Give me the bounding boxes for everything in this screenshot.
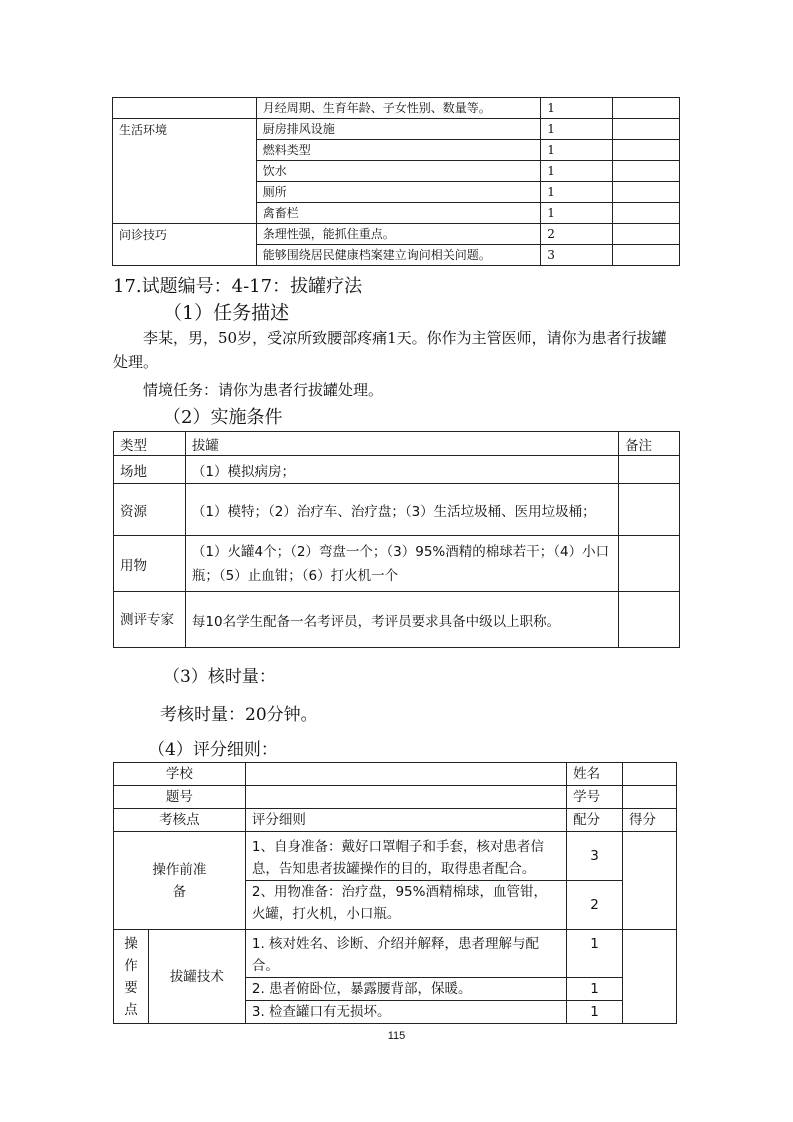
prep-item-2: 2、用物准备：治疗盘，95%酒精棉球，血管钳，火罐，打火机，小口瓶。 [245,881,566,930]
score-cell: 1 [541,203,613,224]
got-cell [613,161,680,182]
table-row [114,456,680,484]
type-cell: 测评专家 [114,592,186,648]
item-cell: 条理性强，能抓住重点。 [256,224,540,245]
scoring-heading: （4）评分细则： [148,740,278,760]
name-value [623,763,677,786]
item-cell: 能够围绕居民健康档案建立询问相关问题。 [256,245,540,266]
note-cell [619,456,680,484]
school-value [245,763,566,786]
score-cell: 1 [541,161,613,182]
got-cell [613,182,680,203]
table-row [114,592,680,648]
header-type: 类型 [114,432,186,456]
score-cell: 1 [541,140,613,161]
category-cell [113,98,257,119]
ops-score-1: 1 [567,930,623,978]
category-cell: 生活环境 [113,119,257,224]
table-row [114,930,677,978]
page-number: 115 [387,1030,406,1042]
table-row [113,119,680,140]
got-cell [613,224,680,245]
got-label: 得分 [623,809,677,832]
item-cell: 燃料类型 [256,140,540,161]
ops-item-1: 1. 核对姓名、诊断、介绍并解释，患者理解与配合。 [245,930,566,978]
note-cell [619,484,680,536]
score-label: 配分 [567,809,623,832]
name-label: 姓名 [567,763,623,786]
type-cell: 用物 [114,536,186,592]
table-row [114,763,677,786]
item-cell: 厕所 [256,182,540,203]
prep-label: 操作前准备 [114,832,246,930]
table-row [114,484,680,536]
question-title: 17.试题编号：4-17：拔罐疗法 [113,276,363,297]
table-row [114,432,680,456]
content-cell: （1）模拟病房； [185,456,618,484]
table-row [114,832,677,881]
prep-score-1: 3 [567,832,623,881]
got-cell [613,245,680,266]
student-id-value [623,786,677,809]
item-cell: 饮水 [256,161,540,182]
header-content: 拔罐 [185,432,618,456]
table-row [113,224,680,245]
score-cell: 1 [541,98,613,119]
score-cell: 1 [541,182,613,203]
item-cell: 禽畜栏 [256,203,540,224]
history-scoring-table [112,97,680,266]
point-label: 考核点 [114,809,246,832]
task-scenario: 情境任务：请你为患者行拔罐处理。 [143,381,384,399]
item-cell: 厨房排风设施 [256,119,540,140]
table-row [114,536,680,592]
got-cell [623,930,677,1024]
table-row [113,98,680,119]
got-cell [613,98,680,119]
ops-item-2: 2. 患者俯卧位，暴露腰背部，保暖。 [245,978,566,1001]
ops-label: 操作要点 [114,930,149,1024]
ops-item-3: 3. 检查罐口有无损坏。 [245,1001,566,1024]
task-heading: （1）任务描述 [163,302,290,324]
note-cell [619,592,680,648]
score-cell: 2 [541,224,613,245]
header-note: 备注 [619,432,680,456]
detail-label: 评分细则 [245,809,566,832]
task-description: 李某，男，50岁，受凉所致腰部疼痛1天。你作为主管医师，请你为患者行拔罐处理。 [113,329,667,371]
score-cell: 1 [541,119,613,140]
content-cell: 每10名学生配备一名考评员，考评员要求具备中级以上职称。 [185,592,618,648]
time-text: 考核时量：20分钟。 [160,705,318,725]
conditions-table [113,431,680,648]
number-value [245,786,566,809]
scoring-table [113,762,677,1024]
table-row [114,809,677,832]
ops-sub-label: 拔罐技术 [148,930,245,1024]
time-heading: （3）核时量： [163,667,276,687]
table-row [114,786,677,809]
category-cell: 问诊技巧 [113,224,257,266]
prep-score-2: 2 [567,881,623,930]
note-cell [619,536,680,592]
got-cell [613,140,680,161]
ops-score-3: 1 [567,1001,623,1024]
got-cell [613,203,680,224]
score-cell: 3 [541,245,613,266]
got-cell [623,832,677,930]
conditions-heading: （2）实施条件 [163,407,283,428]
ops-score-2: 1 [567,978,623,1001]
item-cell: 月经周期、生育年龄、子女性别、数量等。 [256,98,540,119]
prep-item-1: 1、自身准备：戴好口罩帽子和手套，核对患者信息，告知患者拔罐操作的目的，取得患者配合。 [245,832,566,881]
number-label: 题号 [114,786,246,809]
content-cell: （1）火罐4个；（2）弯盘一个；（3）95%酒精的棉球若干；（4）小口瓶；（5）止血钳；（6）打火机一个 [185,536,618,592]
got-cell [613,119,680,140]
school-label: 学校 [114,763,246,786]
type-cell: 资源 [114,484,186,536]
type-cell: 场地 [114,456,186,484]
student-id-label: 学号 [567,786,623,809]
content-cell: （1）模特；（2）治疗车、治疗盘；（3）生活垃圾桶、医用垃圾桶； [185,484,618,536]
